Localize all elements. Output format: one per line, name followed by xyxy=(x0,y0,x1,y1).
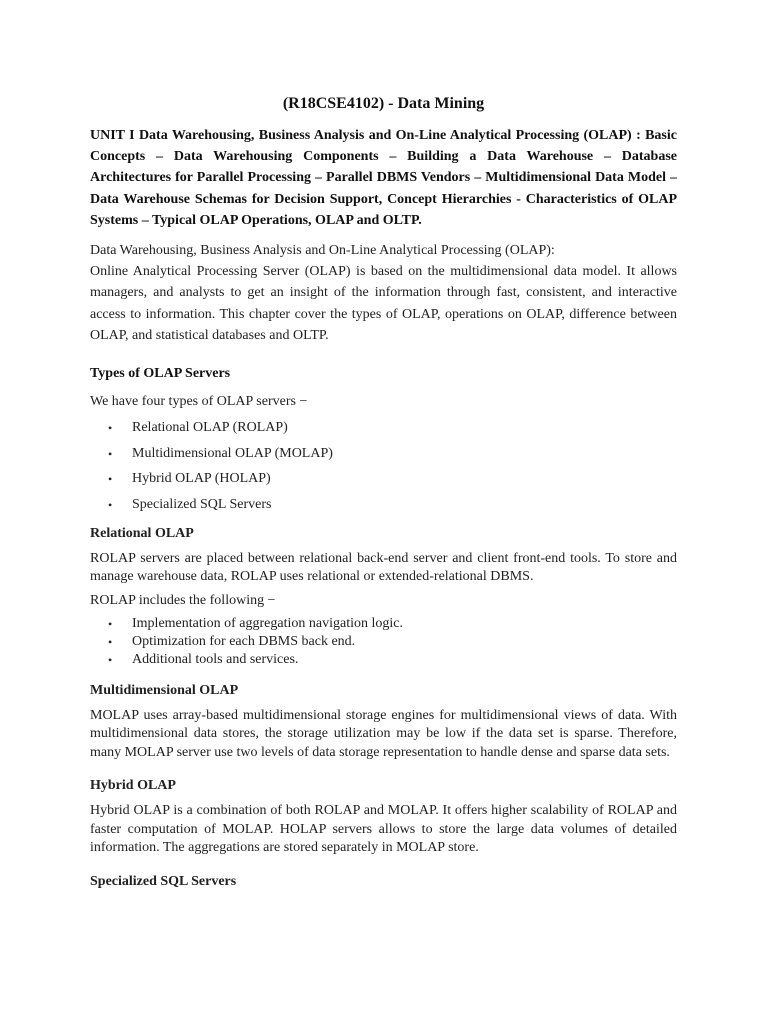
list-item xyxy=(90,495,677,515)
document-page xyxy=(90,94,677,892)
list-item-text: Hybrid OLAP (HOLAP) xyxy=(132,471,271,487)
rolap-heading: Relational OLAP xyxy=(90,525,194,541)
molap-heading: Multidimensional OLAP xyxy=(90,682,239,698)
list-item-text: Implementation of aggregation navigation logic. xyxy=(132,615,403,631)
bullet-icon: • xyxy=(108,497,113,512)
list-item-text: Multidimensional OLAP (MOLAP) xyxy=(132,445,333,461)
holap-heading: Hybrid OLAP xyxy=(90,778,176,794)
sql-heading: Specialized SQL Servers xyxy=(90,873,237,889)
bullet-icon: • xyxy=(108,616,113,631)
molap-paragraph: MOLAP uses array-based multidimensional storage engines for multidimensional views of data. With multidimensional data stores, the storage utilization may be low if the data set is sparse. Therefore, many MOLAP server use two levels of data storage representation to handle dense and sparse data sets. xyxy=(90,707,677,760)
rolap-list xyxy=(90,615,677,669)
page-title: (R18CSE4102) - Data Mining xyxy=(282,95,485,112)
rolap-lead: ROLAP includes the following − xyxy=(90,592,276,608)
intro-paragraph: Online Analytical Processing Server (OLAP) is based on the multidimensional data model. It allows managers, and analysts to get an insight of the information through fast, consistent, and interactive access to information. This chapter cover the types of OLAP, operations on OLAP, difference between OLAP, and statistical databases and OLTP. xyxy=(90,264,677,343)
intro-line: Data Warehousing, Business Analysis and On-Line Analytical Processing (OLAP): xyxy=(90,243,555,259)
list-item xyxy=(90,633,677,651)
list-item xyxy=(90,651,677,669)
list-item-text: Relational OLAP (ROLAP) xyxy=(132,420,288,436)
list-item xyxy=(90,615,677,633)
bullet-icon: • xyxy=(108,634,113,649)
list-item xyxy=(90,469,677,489)
unit-heading: UNIT I Data Warehousing, Business Analysis and On-Line Analytical Processing (OLAP) : Basic Concepts – Data Warehousing Components – Building a Data Warehouse – Database Architectures for Parallel Processing – Parallel DBMS Vendors – Multidimensional Data Model – Data Warehouse Schemas for Decision Support, Concept Hierarchies - Characteristics of OLAP Systems – Typical OLAP Operations, OLAP and OLTP. xyxy=(90,128,677,228)
list-item-text: Specialized SQL Servers xyxy=(132,496,272,512)
types-list xyxy=(90,418,677,515)
rolap-paragraph: ROLAP servers are placed between relational back-end server and client front-end tools. To store and manage warehouse data, ROLAP uses relational or extended-relational DBMS. xyxy=(90,550,677,584)
types-heading: Types of OLAP Servers xyxy=(90,366,231,382)
bullet-icon: • xyxy=(108,472,113,487)
list-item-text: Optimization for each DBMS back end. xyxy=(132,633,356,649)
bullet-icon: • xyxy=(108,421,113,436)
bullet-icon: • xyxy=(108,446,113,461)
list-item-text: Additional tools and services. xyxy=(132,651,299,667)
types-lead: We have four types of OLAP servers − xyxy=(90,394,308,410)
list-item xyxy=(90,418,677,438)
list-item xyxy=(90,444,677,464)
holap-paragraph: Hybrid OLAP is a combination of both ROLAP and MOLAP. It offers higher scalability of ROLAP and faster computation of MOLAP. HOLAP servers allows to store the large data volumes of detailed information. The aggregations are stored separately in MOLAP store. xyxy=(90,803,677,856)
bullet-icon: • xyxy=(108,652,113,667)
